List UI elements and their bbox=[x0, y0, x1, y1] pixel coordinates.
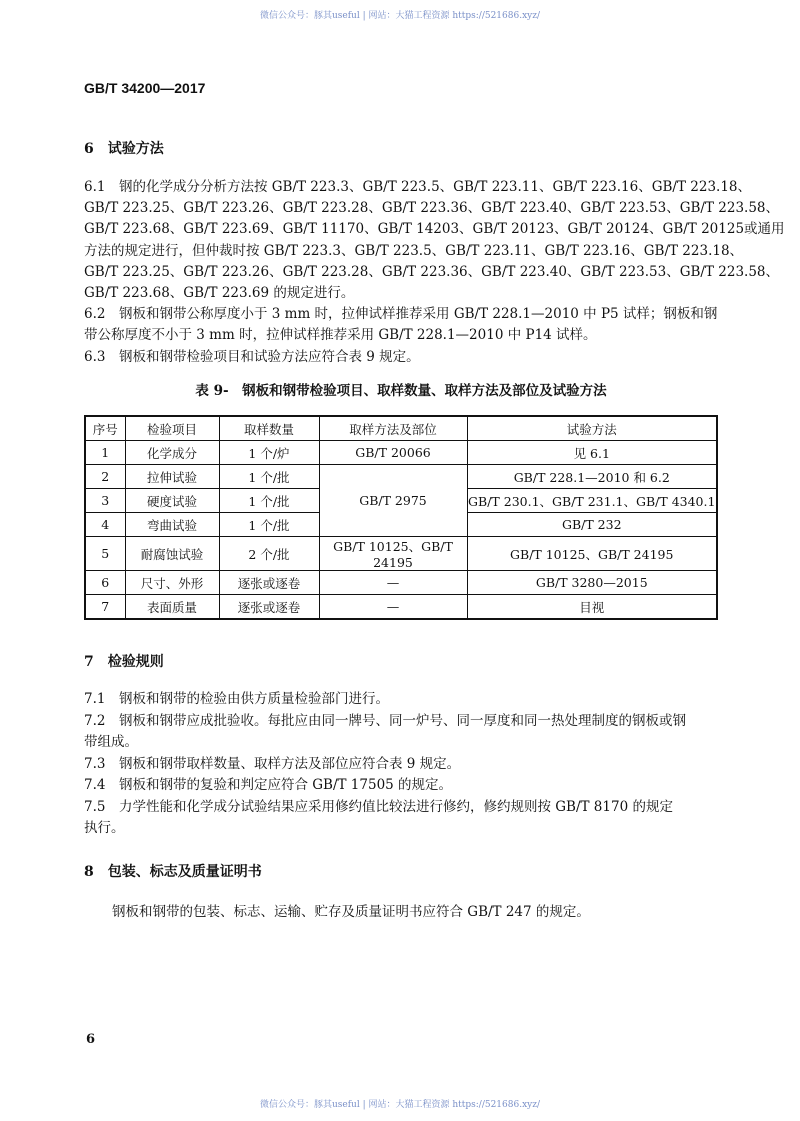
section-8-title: 8 包装、标志及质量证明书 bbox=[84, 864, 262, 880]
cell: 硬度试验 bbox=[125, 489, 219, 513]
cell: GB/T 10125、GB/T 24195 bbox=[319, 537, 467, 571]
cell: 化学成分 bbox=[125, 441, 219, 465]
p62-line: 带公称厚度不小于 3 mm 时，拉伸试样推荐采用 GB/T 228.1—2010 中 P14 试样。 bbox=[84, 327, 597, 344]
cell: 1 个/批 bbox=[219, 489, 319, 513]
inspection-table bbox=[84, 415, 718, 620]
cell: 见 6.1 bbox=[467, 441, 717, 465]
p61-line: 6.1 钢的化学成分分析方法按 GB/T 223.3、GB/T 223.5、GB/T 223.11、GB/T 223.16、GB/T 223.18、 bbox=[84, 179, 752, 195]
s7-line: 7.3 钢板和钢带取样数量、取样方法及部位应符合表 9 规定。 bbox=[84, 755, 461, 772]
watermark-top: 微信公众号：豚其useful | 网站：大猫工程资源 https://521686.xyz/ bbox=[259, 11, 541, 21]
section-7-title: 7 检验规则 bbox=[84, 654, 164, 670]
s7-line: 7.1 钢板和钢带的检验由供方质量检验部门进行。 bbox=[84, 691, 389, 707]
page-number: 6 bbox=[86, 1032, 96, 1047]
cell: 6 bbox=[85, 571, 125, 595]
header-cell: 取样方法及部位 bbox=[319, 416, 467, 441]
cell: — bbox=[319, 571, 467, 595]
p61-line: GB/T 223.25、GB/T 223.26、GB/T 223.28、GB/T 223.36、GB/T 223.40、GB/T 223.53、GB/T 223.58、 bbox=[84, 200, 779, 217]
table-row bbox=[85, 441, 717, 465]
cell: 逐张或逐卷 bbox=[219, 595, 319, 620]
cell: GB/T 3280—2015 bbox=[467, 571, 717, 595]
cell: GB/T 20066 bbox=[319, 441, 467, 465]
cell: 4 bbox=[85, 513, 125, 537]
table-row bbox=[85, 537, 717, 571]
s7-line: 执行。 bbox=[84, 820, 125, 836]
cell: 3 bbox=[85, 489, 125, 513]
cell: 1 个/批 bbox=[219, 513, 319, 537]
cell: — bbox=[319, 595, 467, 620]
header-cell: 取样数量 bbox=[219, 416, 319, 441]
header-cell: 检验项目 bbox=[125, 416, 219, 441]
section-7-body bbox=[84, 689, 724, 840]
table-caption: 表 9- 钢板和钢带检验项目、取样数量、取样方法及部位及试验方法 bbox=[195, 383, 607, 399]
p61-line: GB/T 223.25、GB/T 223.26、GB/T 223.28、GB/T 223.36、GB/T 223.40、GB/T 223.53、GB/T 223.58、 bbox=[84, 263, 779, 280]
cell: 目视 bbox=[467, 595, 717, 620]
p61-line: GB/T 223.68、GB/T 223.69 的规定进行。 bbox=[84, 285, 355, 302]
cell: GB/T 10125、GB/T 24195 bbox=[467, 537, 717, 571]
cell: 1 bbox=[85, 441, 125, 465]
cell: 2 bbox=[85, 465, 125, 489]
cell: 表面质量 bbox=[125, 595, 219, 620]
p63-line: 6.3 钢板和钢带检验项目和试验方法应符合表 9 规定。 bbox=[84, 348, 420, 365]
cell: GB/T 2975 bbox=[319, 465, 467, 537]
cell: GB/T 228.1—2010 和 6.2 bbox=[467, 465, 717, 489]
s7-line: 7.2 钢板和钢带应成批验收。每批应由同一牌号、同一炉号、同一厚度和同一热处理制度的钢板或钢 bbox=[84, 712, 686, 729]
cell: GB/T 232 bbox=[467, 513, 717, 537]
cell: 2 个/批 bbox=[219, 537, 319, 571]
cell: 逐张或逐卷 bbox=[219, 571, 319, 595]
section-8-body: 钢板和钢带的包装、标志、运输、贮存及质量证明书应符合 GB/T 247 的规定。 bbox=[112, 904, 590, 920]
p61-line: GB/T 223.68、GB/T 223.69、GB/T 11170、GB/T 14203、GB/T 20123、GB/T 20124、GB/T 20125或通用 bbox=[84, 221, 785, 238]
section-6-body bbox=[84, 177, 785, 368]
s7-line: 带组成。 bbox=[84, 734, 138, 750]
cell: 耐腐蚀试验 bbox=[125, 537, 219, 571]
header-cell: 序号 bbox=[85, 416, 125, 441]
s7-line: 7.4 钢板和钢带的复验和判定应符合 GB/T 17505 的规定。 bbox=[84, 777, 453, 793]
cell: 1 个/批 bbox=[219, 465, 319, 489]
p61-line: 方法的规定进行，但仲裁时按 GB/T 223.3、GB/T 223.5、GB/T 223.11、GB/T 223.16、GB/T 223.18、 bbox=[84, 242, 744, 259]
section-6-title: 6 试验方法 bbox=[84, 141, 164, 157]
table-header-row bbox=[85, 416, 717, 441]
cell: 1 个/炉 bbox=[219, 441, 319, 465]
standard-header: GB/T 34200—2017 bbox=[84, 80, 206, 96]
cell: 7 bbox=[85, 595, 125, 620]
cell: 拉伸试验 bbox=[125, 465, 219, 489]
watermark-bottom: 微信公众号：豚其useful | 网站：大猫工程资源 https://521686.xyz/ bbox=[259, 1100, 541, 1110]
table-row bbox=[85, 465, 717, 489]
header-cell: 试验方法 bbox=[467, 416, 717, 441]
table-row bbox=[85, 571, 717, 595]
cell: 5 bbox=[85, 537, 125, 571]
table-row bbox=[85, 595, 717, 620]
cell: 弯曲试验 bbox=[125, 513, 219, 537]
s7-line: 7.5 力学性能和化学成分试验结果应采用修约值比较法进行修约，修约规则按 GB/T 8170 的规定 bbox=[84, 798, 673, 815]
cell: GB/T 230.1、GB/T 231.1、GB/T 4340.1 bbox=[467, 489, 717, 513]
cell: 尺寸、外形 bbox=[125, 571, 219, 595]
p62-line: 6.2 钢板和钢带公称厚度小于 3 mm 时，拉伸试样推荐采用 GB/T 228.1—2010 中 P5 试样；钢板和钢 bbox=[84, 306, 718, 323]
